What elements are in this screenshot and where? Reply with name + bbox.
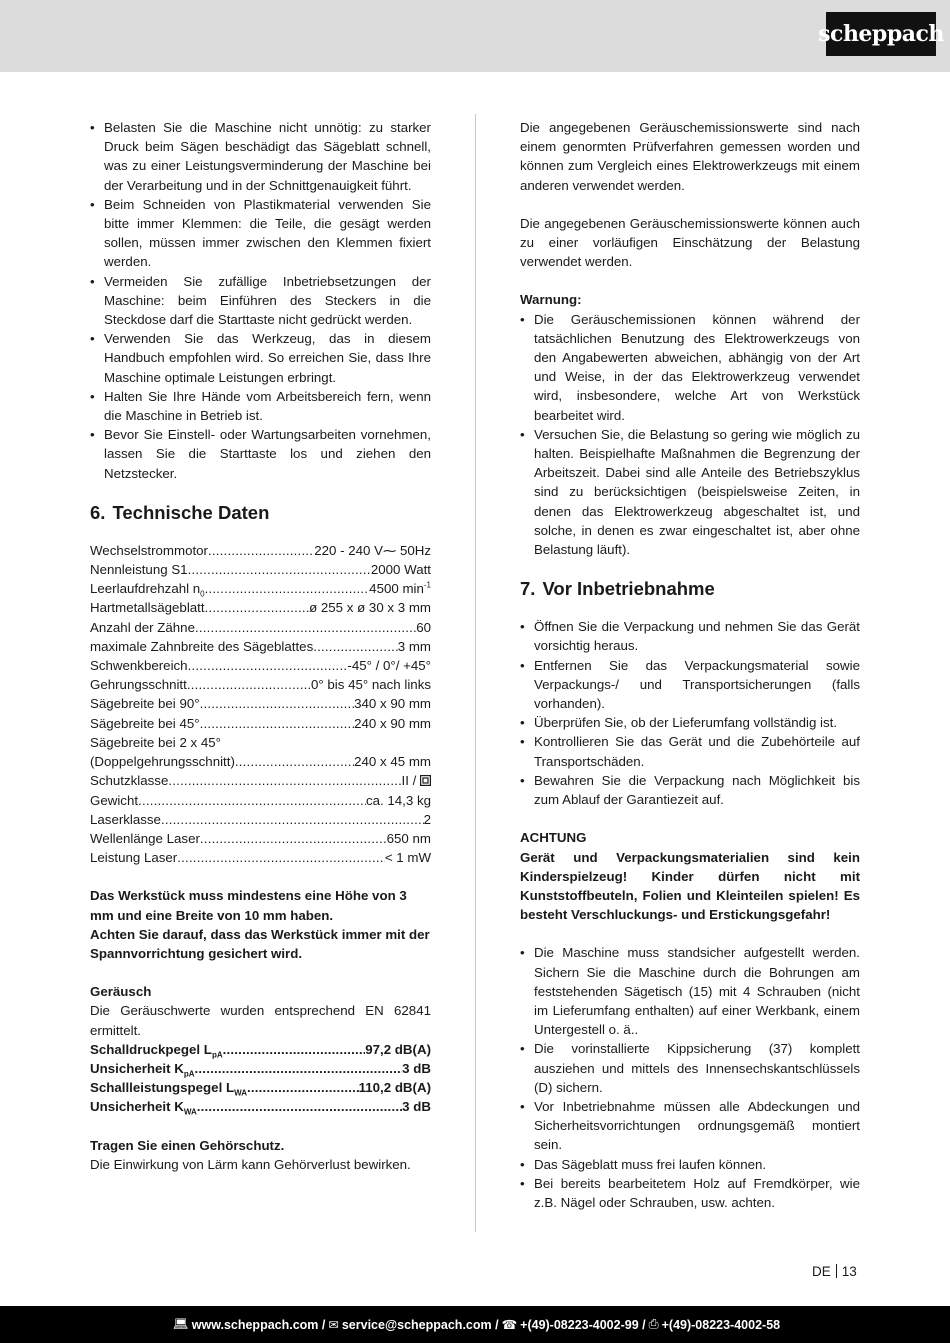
list-item: • Bevor Sie Einstell- oder Wartungsarbeiten vornehmen, lassen Sie die Starttaste los und ziehen den Netzstecker. [90,425,431,483]
list-item: • Vor Inbetriebnahme müssen alle Abdeckungen und Sicherheitsvorrichtungen ordnungsgemäß montiert sein. [520,1097,860,1155]
safety-bullet-list [90,118,431,483]
spec-row: Nennleistung S1 ..... 2000 Watt [90,560,431,579]
spec-row: Leerlaufdrehzahl $n_0$ ..... 4500 $\min^{-1}$ [90,579,431,598]
spec-row: maximale Zahnbreite des Sägeblattes ..... 3 mm [90,637,431,656]
ear-protection-heading: Tragen Sie einen Gehörschutz. [90,1137,285,1153]
list-item: • Versuchen Sie, die Belastung so gering wie möglich zu halten. Beispielhafte Maßnahmen die Begrenzung der Arbeitszeit. Dabei sind alle Anteile des Betriebszyklus sind zu berücksichtigen (beispielsweise Zeiten, in denen das Elektrowerkzeug abgeschaltet ist, und solche, in denen es zwar eingeschaltet ist, aber ohne Belastung läuft). [520,425,860,559]
noise-text: Die Geräuschwerte wurden entsprechend EN 62841 ermittelt. [90,1003,431,1038]
spec-row: Unsicherheit $K_{pA}$ ..... 3 dB [90,1059,431,1078]
ear-protection-text: Die Einwirkung von Lärm kann Gehörverlust bewirken. [90,1156,411,1172]
spec-row: Gehrungsschnitt ..... 0° bis 45° nach links [90,675,431,694]
spec-row: Anzahl der Zähne ..... 60 [90,618,431,637]
spec-row: Sägebreite bei 45° ..... 240 x 90 mm [90,714,431,733]
spec-row: Unsicherheit $K_{WA}$ ..... 3 dB [90,1097,431,1116]
spec-row: Sägebreite bei 2 x 45° [90,734,221,750]
computer-icon: 💻︎ [172,1317,189,1331]
footer-website[interactable]: www.scheppach.com / [191,1317,326,1332]
page-number-value: 13 [841,1264,857,1279]
list-item: • Entfernen Sie das Verpackungsmaterial sowie Verpackungs-/ und Transportsicherungen (falls vorhanden). [520,656,860,714]
spec-row: Laserklasse ..... 2 [90,810,431,829]
list-item: • Das Sägeblatt muss frei laufen können. [520,1155,860,1174]
footer-contact-bar [0,1306,950,1343]
left-column [90,118,431,1174]
section-title: Vor Inbetriebnahme [542,578,715,600]
workpiece-note: Achten Sie darauf, dass das Werkstück immer mit der Spannvorrichtung gesichert wird. [90,926,430,961]
header-band [0,0,950,72]
phone-icon: ☎︎ [501,1318,518,1332]
list-item: • Überprüfen Sie, ob der Lieferumfang vollständig ist. [520,713,860,732]
right-column [520,118,860,1212]
page-number [812,1264,857,1279]
emission-paragraph: Die angegebenen Geräuschemissionswerte sind nach einem genormten Prüfverfahren gemessen worden und können zum Vergleich eines Elektrowerkzeugs mit einem anderen verwendet werden. [520,120,860,193]
mail-icon: ✉︎ [328,1318,339,1332]
spec-row: (Doppelgehrungsschnitt) ..... 240 x 45 mm [90,752,431,771]
preparation-bullet-list [520,617,860,809]
attention-text: Gerät und Verpackungsmaterialien sind kein Kinderspielzeug! Kinder dürfen nicht mit Kunststoffbeuteln, Folien und Kleinteilen spielen! Es besteht Verschluckungs- und Erstickungsgefahr! [520,849,860,923]
list-item: • Die vorinstallierte Kippsicherung (37) komplett ausziehen und mittels des Innensechskantschlüssels (D) sichern. [520,1039,860,1097]
section-title: Technische Daten [112,501,270,523]
column-divider [475,114,476,1232]
footer-email[interactable]: service@scheppach.com / [341,1317,499,1332]
workpiece-note: Das Werkstück muss mindestens eine Höhe von 3 mm und eine Breite von 10 mm haben. [90,888,407,923]
list-item: • Bewahren Sie die Verpackung nach Möglichkeit bis zum Ablauf der Garantiezeit auf. [520,771,860,809]
footer-phone: +(49)-08223-4002-99 / [520,1317,646,1332]
protection-class-icon [420,775,431,786]
tech-specs-list [90,541,431,867]
setup-bullet-list [520,943,860,1212]
noise-values [90,1040,431,1117]
list-item: • Halten Sie Ihre Hände vom Arbeitsbereich fern, wenn die Maschine in Betrieb ist. [90,387,431,425]
section-number: 7. [520,578,536,600]
language-code: DE [812,1264,831,1279]
spec-row: Wellenlänge Laser ..... 650 nm [90,829,431,848]
list-item: • Die Geräuschemissionen können während der tatsächlichen Benutzung des Elektrowerkzeugs von den Angabewerten abweichen, abhängig von der Art und Weise, in der das Elektrowerkzeug verwendet wird, insbesondere, welche Art von Werkstück bearbeitet wird. [520,310,860,425]
list-item: • Öffnen Sie die Verpackung und nehmen Sie das Gerät vorsichtig heraus. [520,617,860,655]
list-item: • Verwenden Sie das Werkzeug, das in diesem Handbuch empfohlen wird. So erreichen Sie, dass Ihre Maschine optimale Leistungen erbringt. [90,329,431,387]
spec-row: Gewicht ..... ca. 14,3 kg [90,791,431,810]
spec-row: Leistung Laser ..... < 1 mW [90,848,431,867]
spec-row: Schwenkbereich ..... -45° / 0°/ +45° [90,656,431,675]
section-7-heading [520,577,860,601]
attention-heading: ACHTUNG [520,830,587,846]
emission-paragraph: Die angegebenen Geräuschemissionswerte können auch zu einer vorläufigen Einschätzung der Belastung verwendet werden. [520,215,860,270]
spec-row: Schallleistungspegel $L_{WA}$ ..... 110,2 dB(A) [90,1078,431,1097]
list-item: • Die Maschine muss standsicher aufgestellt werden. Sichern Sie die Maschine durch die Bohrungen am feststehenden Sägetisch (15) mit 4 Schrauben (nicht im Lieferumfang enthalten) auf einer Werkbank, einem Untergestell o. ä.. [520,943,860,1039]
list-item: • Vermeiden Sie zufällige Inbetriebsetzungen der Maschine: beim Einführen des Steckers in die Steckdose darf die Starttaste nicht gedrückt werden. [90,272,431,330]
spec-row: Wechselstrommotor ..... 220 - 240 V⁓ 50Hz [90,541,431,560]
list-item: • Bei bereits bearbeitetem Holz auf Fremdkörper, wie z.B. Nägel oder Schrauben, usw. achten. [520,1174,860,1212]
spec-row: Schutzklasse ..... II / [90,771,431,790]
spec-row: Schalldruckpegel $L_{pA}$ ..... 97,2 dB(A) [90,1040,431,1059]
scheppach-logo: scheppach [826,12,936,56]
list-item: • Belasten Sie die Maschine nicht unnötig: zu starker Druck beim Sägen beschädigt das Sägeblatt schnell, was zu einer Leistungsverminderung der Maschine bei der Verarbeitung und in der Schnittgenauigkeit führt. [90,118,431,195]
fax-icon: ⎙ [648,1317,659,1331]
section-number: 6. [90,501,106,523]
section-6-heading [90,501,431,525]
spec-row: Sägebreite bei 90° ..... 340 x 90 mm [90,694,431,713]
footer-fax: +(49)-08223-4002-58 [661,1317,781,1332]
warning-bullet-list [520,310,860,560]
noise-heading: Geräusch [90,984,152,1000]
list-item: • Beim Schneiden von Plastikmaterial verwenden Sie bitte immer Klemmen: die Teile, die gesägt werden sollen, müssen immer zwischen den Klemmen fixiert werden. [90,195,431,272]
warning-heading: Warnung: [520,292,582,308]
list-item: • Kontrollieren Sie das Gerät und die Zubehörteile auf Transportschäden. [520,732,860,770]
spec-row: Hartmetallsägeblatt ..... ø 255 x ø 30 x 3 mm [90,598,431,617]
